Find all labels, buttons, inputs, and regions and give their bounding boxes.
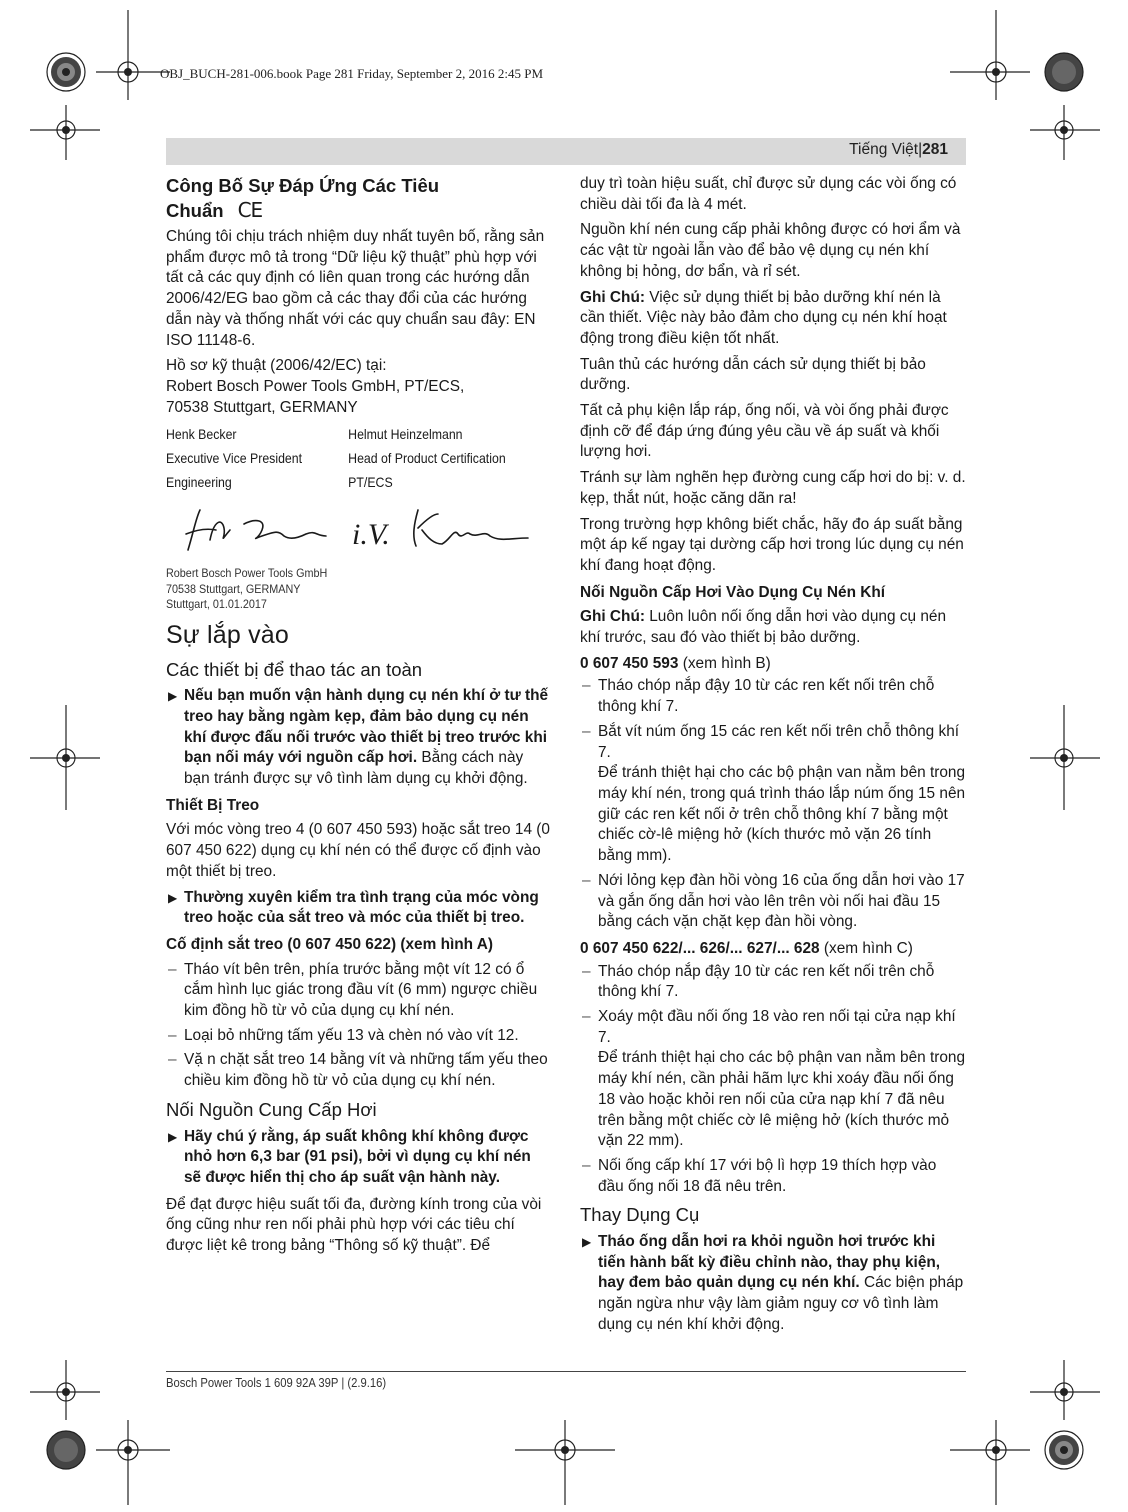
note-label: Ghi Chú: [580,288,645,306]
signatory-name: Henk Becker [166,426,237,443]
connect-title: Nối Nguồn Cấp Hơi Vào Dụng Cụ Nén Khí [580,583,886,601]
signatures [166,500,552,558]
signatory-title: Head of Product Certification [348,450,506,467]
signatory-name: Helmut Heinzelmann [348,426,463,443]
technical-file-line1: Hồ sơ kỹ thuật (2006/42/EC) tại: [166,357,387,375]
figure-ref: (xem hình C) [819,939,913,957]
signatory-table [166,422,506,494]
list-item-continuation: Để tránh thiệt hại cho các bộ phận van nằm bên trong máy khí nén, cần phải hãm lực khi xoáy đầu nối ống 18 vào hoặc khỏi ren nối của cửa nạp khí 7 đã nêu trên bằng một chiếc cờ lê miệng hở (kích thước mỏ vặn 22 mm). [598,1049,966,1150]
running-head [849,141,948,159]
list-item: – Tháo chóp nắp đậy 10 từ các ren kết nối trên chỗ thông khí 7. [580,962,966,1003]
conformity-title-line1: Công Bố Sự Đáp Ứng Các Tiêu [166,175,440,196]
paragraph: Nguồn khí nén cung cấp phải không được có hơi ẩm và các vật từ ngoài lẫn vào để bảo vệ dụng cụ nén khí không bị hỏng, dơ bẩn, và rỉ sét. [580,221,961,280]
air-supply-body: Để đạt được hiệu suất tối đa, đường kính trong của vòi ống cũng như ren nối phải phù hợp với các tiêu chí được liệt kê trong bảng “Thông số kỹ thuật”. Để [166,1195,542,1255]
warning-triangle-icon: ▶ [168,1129,178,1144]
safety-warning-bold: Nếu bạn muốn vận hành dụng cụ nén khí ở tư thế treo hay bằng ngàm kẹp, đảm bảo dụng cụ nén khí được đấu nối trước vào thiết bị treo trước khi bạn nối máy với nguồn cấp hơi. [184,687,549,767]
language-label: Tiếng Việt [849,141,919,158]
list-item: – Vặ n chặt sắt treo 14 bằng vít và những tấm yếu theo chiều kim đồng hồ từ vỏ của dụng cụ khí nén. [166,1050,552,1091]
note-paragraph [580,607,966,648]
change-tool-title: Thay Dụng Cụ [580,1204,700,1226]
change-tool-warning-text: Các biện pháp ngăn ngừa như vậy làm giảm nguy cơ vô tình làm dụng cụ nén khí khởi động. [598,1274,964,1333]
assembly-title: Sự lắp vào [166,620,289,649]
ce-mark-icon: CE [237,198,263,222]
figure-c-heading [580,939,966,960]
air-supply-title: Nối Nguồn Cung Cấp Hơi [166,1098,377,1120]
running-head-separator: | [918,141,923,158]
note-text: Việc sử dụng thiết bị bảo dưỡng khí nén là cần thiết. Việc này bảo đảm cho dụng cụ nén khí hoạt động trong điều kiện tốt nhất. [580,288,947,347]
safety-title: Các thiết bị để thao tác an toàn [166,658,423,680]
conformity-title-line2: Chuẩn [166,200,224,221]
note-paragraph [580,288,966,350]
change-tool-warning [580,1232,966,1336]
hanger-title: Thiết Bị Treo [166,796,260,814]
list-item: – Tháo vít bên trên, phía trước bằng một vít 12 có ổ cắm hình lục giác trong đầu vít (6 mm) ngược chiều kim đồng hồ từ vỏ của dụng cụ khí nén. [166,960,552,1022]
list-item: – Nối ống cấp khí 17 với bộ lì hợp 19 thích hợp vào đầu ống nối 18 đã nêu trên. [580,1156,966,1197]
right-column [580,174,966,1342]
paragraph: Tránh sự làm nghẽn hẹp đường cung cấp hơi do bị: v. d. kẹp, thắt nút, hoặc căng dãn ra! [580,469,966,507]
signatory-title: Executive Vice President [166,450,303,467]
conformity-body: Chúng tôi chịu trách nhiệm duy nhất tuyên bố, rằng sản phẩm được mô tả trong “Dữ liệu kỹ thuật” phù hợp với tất cả các quy định có liên quan trong các hướng dẫn 2006/42/EG bao gồm cả các thay đổi của các hướng dẫn này và thống nhất với các quy chuẩn sau đây: EN ISO 11148-6. [166,228,545,349]
footer: Bosch Power Tools 1 609 92A 39P | (2.9.16) [166,1376,387,1390]
safety-warning-text: Bằng cách này bạn tránh được sự vô tình làm dụng cụ khởi động. [184,749,528,788]
note-text: Luôn luôn nối ống dẫn hơi vào dụng cụ nén khí trước, sau đó vào thiết bị bảo dưỡng. [580,608,947,647]
signature-icon [166,500,552,558]
signatory-address [166,566,513,613]
hanger-warning-bold: Thường xuyên kiểm tra tình trạng của móc vòng treo hoặc của sắt treo và móc của thiết bị treo. [184,888,539,927]
safety-warning [166,686,552,790]
part-number: 0 607 450 593 [580,654,679,672]
air-supply-warning [166,1127,552,1189]
part-number: 0 607 450 622/... 626/... 627/... 628 [580,939,820,957]
list-item-text: Xoáy một đầu nối ống 18 vào ren nối tại cửa nạp khí 7. [598,1008,956,1046]
list-item: – Tháo chóp nắp đậy 10 từ các ren kết nối trên chỗ thông khí 7. [580,676,966,717]
hanger-warning [166,888,552,929]
list-item [580,1007,966,1152]
list-item: – Nới lỏng kẹp đàn hồi vòng 16 của ống dẫn hơi vào 17 và gắn ống dẫn hơi vào lên trên vòi nối hai đầu 15 bằng cách vặn chặt kẹp đàn hồi vòng. [580,871,966,933]
footer-rule [166,1371,966,1372]
technical-file [166,356,552,418]
change-tool-warning-bold: Tháo ống dẫn hơi ra khỏi nguồn hơi trước khi tiến hành bất kỳ điều chỉnh nào, thay phụ kiện, hay đem bảo quản dụng cụ nén khí. [598,1233,941,1292]
warning-triangle-icon: ▶ [582,1235,592,1250]
list-item-continuation: Để tránh thiệt hại cho các bộ phận van nằm bên trong máy khí nén, trong quá trình tháo lắp núm ống 15 nên giữ các ren kết nối ở trên chỗ thông khí 7 bằng một chiếc cờ-lê miệng hở (kích thước mỏ vặn 26 tính bằng mm). [598,764,966,865]
book-header: OBJ_BUCH-281-006.book Page 281 Friday, September 2, 2016 2:45 PM [160,66,544,81]
header-band [166,138,966,165]
fix-hanger-title: Cố định sắt treo (0 607 450 622) (xem hình A) [166,935,493,953]
figure-ref: (xem hình B) [678,654,771,672]
list-item [580,722,966,867]
paragraph: duy trì toàn hiệu suất, chỉ được sử dụng các vòi ống có chiều dài tối đa là 4 mét. [580,175,957,213]
technical-file-line3: 70538 Stuttgart, GERMANY [166,398,358,416]
address-line1: Robert Bosch Power Tools GmbH [166,566,328,581]
signatory-dept: Engineering [166,474,232,491]
paragraph: Tất cả phụ kiện lắp ráp, ống nối, và vòi ống phải được định cỡ để đáp ứng đúng yêu cầu về áp suất và khối lượng hơi. [580,402,949,461]
list-item: – Loại bỏ những tấm yếu 13 và chèn nó vào vít 12. [166,1026,552,1047]
list-item-text: Bắt vít núm ống 15 các ren kết nối trên chỗ thông khí 7. [598,722,960,761]
warning-triangle-icon: ▶ [168,890,178,905]
address-line2: 70538 Stuttgart, GERMANY [166,581,301,596]
signatory-dept: PT/ECS [348,474,393,491]
conformity-title [166,174,552,223]
page-number: 281 [922,141,948,158]
hanger-body: Với móc vòng treo 4 (0 607 450 593) hoặc sắt treo 14 (0 607 450 622) dụng cụ khí nén có thể được cố định vào một thiết bị treo. [166,821,550,880]
paragraph: Trong trường hợp không biết chắc, hãy đo áp suất bằng một áp kế ngay tại dường cấp hơi trong lúc dụng cụ nén khí đang hoạt động. [580,515,964,574]
left-column [166,174,552,1262]
paragraph: Tuân thủ các hướng dẫn cách sử dụng thiết bị bảo dưỡng. [580,355,926,394]
address-line3: Stuttgart, 01.01.2017 [166,597,267,612]
figure-b-heading [580,654,966,675]
air-supply-warning-bold: Hãy chú ý rằng, áp suất không khí không được nhỏ hơn 6,3 bar (91 psi), bởi vì dụng cụ khí nén sẽ được hiển thị cho áp suất vận hành này. [184,1127,531,1186]
iv-mark: i.V. [352,518,390,552]
warning-triangle-icon: ▶ [168,689,178,704]
technical-file-line2: Robert Bosch Power Tools GmbH, PT/ECS, [166,377,465,395]
note-label: Ghi Chú: [580,608,645,626]
